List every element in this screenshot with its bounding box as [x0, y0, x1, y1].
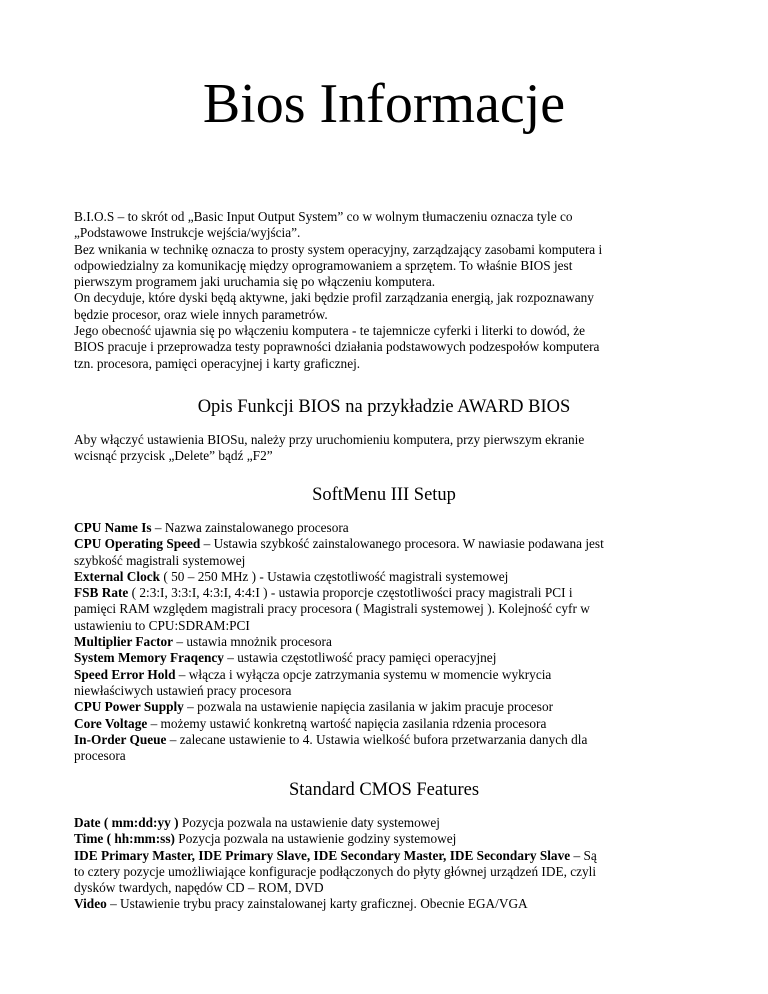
term: IDE Primary Master, IDE Primary Slave, IDE Secondary Master, IDE Secondary Slave	[74, 847, 571, 863]
intro-line: On decyduje, które dyski będą aktywne, jaki będzie profil zarządzania energią, jak rozpoznawany	[74, 290, 594, 306]
section-heading-cmos: Standard CMOS Features	[288, 780, 480, 800]
term: CPU Name Is	[74, 520, 152, 535]
intro-line: Bez wnikania w technikę oznacza to prosty system operacyjny, zarządzający zasobami komputera i	[74, 241, 603, 257]
description: to cztery pozycje umożliwiające konfiguracje podłączonych do płyty głównej urządzeń IDE, czyli	[74, 863, 597, 879]
term: System Memory Fraqency	[74, 650, 224, 666]
term: External Clock	[74, 568, 161, 584]
intro-paragraph	[74, 209, 714, 372]
description: procesora	[74, 748, 126, 764]
definition-line	[74, 585, 714, 601]
term: In-Order Queue	[74, 731, 167, 747]
definition-line	[74, 667, 714, 683]
description: – ustawia mnożnik procesora	[173, 634, 332, 650]
definition-line	[74, 520, 714, 536]
section-heading-award-bios: Opis Funkcji BIOS na przykładzie AWARD BIOS	[197, 397, 571, 417]
definition-line	[74, 896, 714, 912]
description: – Ustawia szybkość zainstalowanego procesora. W nawiasie podawana jest	[200, 536, 604, 552]
definition-line	[74, 650, 714, 666]
section-softmenu-list	[74, 520, 714, 764]
description: – ustawia częstotliwość pracy pamięci operacyjnej	[223, 650, 497, 666]
definition-line	[74, 683, 714, 699]
intro-line: będzie procesor, oraz wiele innych parametrów.	[74, 306, 328, 322]
definition-line	[74, 732, 714, 748]
definition-line	[74, 864, 714, 880]
term: Multiplier Factor	[74, 634, 174, 650]
definition-line	[74, 848, 714, 864]
description: – Są	[570, 847, 597, 863]
term: FSB Rate	[74, 585, 129, 601]
intro-line: B.I.O.S – to skrót od „Basic Input Output System” co w wolnym tłumaczeniu oznacza tyle co	[74, 209, 573, 224]
description: ( 50 – 250 MHz ) - Ustawia częstotliwość magistrali systemowej	[160, 568, 509, 584]
term: Date ( mm:dd:yy )	[74, 815, 179, 830]
description: niewłaściwych ustawień pracy procesora	[74, 682, 292, 698]
term: Time ( hh:mm:ss)	[74, 831, 175, 847]
section-cmos-list	[74, 815, 714, 913]
definition-line	[74, 831, 714, 847]
description: Pozycja pozwala na ustawienie godziny systemowej	[174, 831, 457, 847]
definition-line	[74, 553, 714, 569]
definition-line	[74, 716, 714, 732]
definition-line	[74, 634, 714, 650]
definition-line	[74, 569, 714, 585]
definition-line	[74, 880, 714, 896]
description: – zalecane ustawienie to 4. Ustawia wielkość bufora przetwarzania danych dla	[166, 731, 588, 747]
term: Video	[74, 896, 107, 912]
description: szybkość magistrali systemowej	[74, 552, 246, 568]
intro-line: Jego obecność ujawnia się po włączeniu komputera - te tajemnicze cyferki i literki to dowód, że	[74, 323, 586, 339]
description: pamięci RAM względem magistrali pracy procesora ( Magistrali systemowej ). Kolejność cyfr w	[74, 601, 590, 617]
intro-line: pierwszym programem jaki uruchamia się po włączeniu komputera.	[74, 274, 436, 290]
description: – pozwala na ustawienie napięcia zasilania w jakim pracuje procesor	[183, 699, 554, 715]
term: CPU Power Supply	[74, 699, 184, 715]
description: dysków twardych, napędów CD – ROM, DVD	[74, 880, 324, 896]
definition-line	[74, 748, 714, 764]
definition-line	[74, 618, 714, 634]
description: – włącza i wyłącza opcje zatrzymania systemu w momencie wykrycia	[175, 666, 552, 682]
description: ( 2:3:I, 3:3:I, 4:3:I, 4:4:I ) - ustawia proporcje częstotliwości pracy magistrali PCI i	[128, 585, 573, 601]
definition-line	[74, 536, 714, 552]
section-heading-softmenu: SoftMenu III Setup	[312, 485, 456, 505]
description: – Ustawienie trybu pracy zainstalowanej karty graficznej. Obecnie EGA/VGA	[106, 896, 528, 912]
term: Speed Error Hold	[74, 666, 176, 682]
text-line: wcisnąć przycisk „Delete” bądź „F2”	[74, 448, 273, 464]
description: – Nazwa zainstalowanego procesora	[151, 520, 349, 535]
description: – możemy ustawić konkretną wartość napięcia zasilania rdzenia procesora	[147, 715, 547, 731]
section-award-bios-text	[74, 432, 714, 465]
intro-line: tzn. procesora, pamięci operacyjnej i karty graficznej.	[74, 355, 361, 371]
text-line: Aby włączyć ustawienia BIOSu, należy przy uruchomieniu komputera, przy pierwszym ekranie	[74, 432, 585, 447]
term: CPU Operating Speed	[74, 536, 201, 552]
page-title: Bios Informacje	[202, 73, 566, 135]
description: ustawieniu to CPU:SDRAM:PCI	[74, 617, 250, 633]
definition-line	[74, 699, 714, 715]
intro-line: BIOS pracuje i przeprowadza testy poprawności działania podstawowych podzespołów komputera	[74, 339, 600, 355]
term: Core Voltage	[74, 715, 148, 731]
description: Pozycja pozwala na ustawienie daty systemowej	[178, 815, 440, 830]
intro-line: odpowiedzialny za komunikację między oprogramowaniem a sprzętem. To właśnie BIOS jest	[74, 257, 573, 273]
intro-line: „Podstawowe Instrukcje wejścia/wyjścia”.	[74, 225, 301, 241]
definition-line	[74, 815, 714, 831]
definition-line	[74, 601, 714, 617]
